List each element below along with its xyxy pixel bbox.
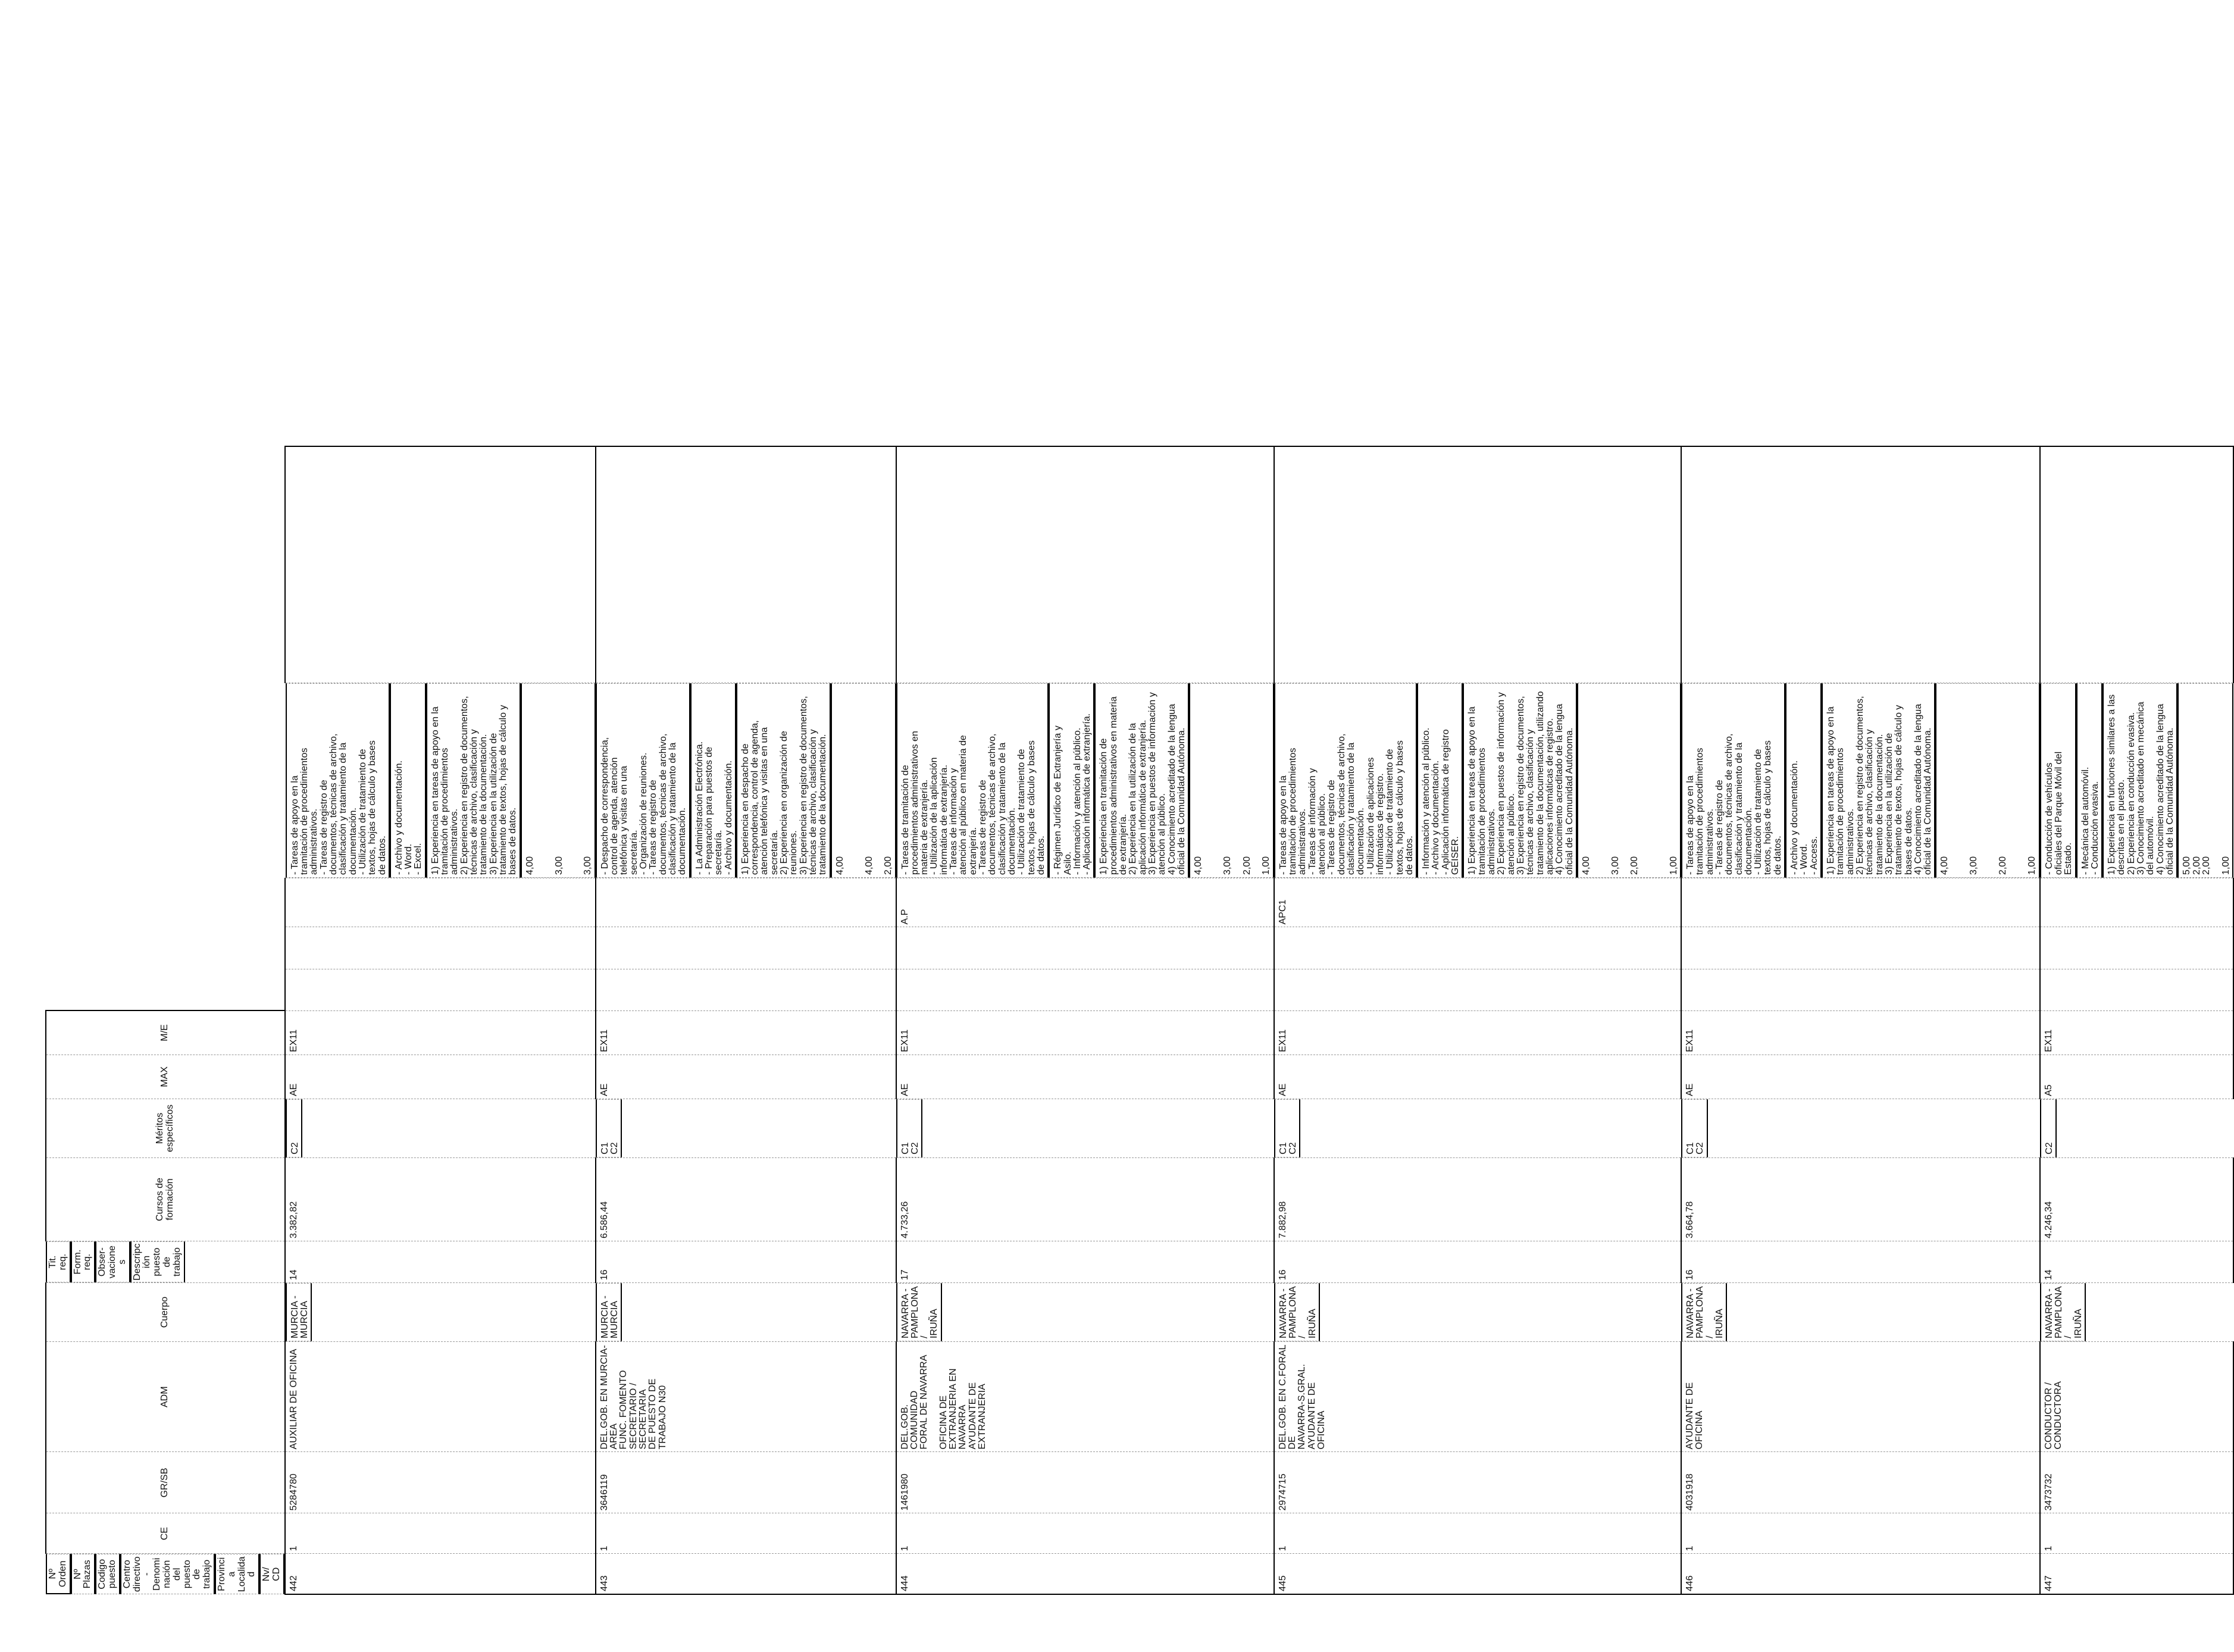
cell-meritos: 1) Experiencia en tareas de apoyo en la tramitación de procedimientos administrativos. 2) Experiencia en registro de documentos, técnicas de archivo, clasificación y tratamiento de la documentación. 3) Experiencia en la utilización de tratamiento de textos, hojas de cálculo y bases de datos. 4) Conocimiento acreditado de la lengua oficial de la Comunidad Autónoma. bbox=[1822, 683, 1935, 878]
puesto-denominacion: AYUDANTE DE OFICINA bbox=[1684, 1382, 1705, 1450]
cell-ce: 4.733,26 bbox=[896, 1157, 1274, 1241]
cell-me bbox=[285, 446, 596, 683]
cell-meritos: 1) Experiencia en tareas de apoyo en la tramitación de procedimientos administrativos. 2) Experiencia en puestos de información y atención al público. 3) Experiencia en registro de documentos, técnicas de archivo, clasificación y tratamiento de la documentación, utilizando aplicaciones informáticas de registro. 4) Conocimiento acreditado de la lengua oficial de la Comunidad Autónoma. bbox=[1463, 683, 1576, 878]
cell-cuerpo: EX11 bbox=[596, 1010, 896, 1055]
cell-orden: 444 bbox=[896, 1554, 1274, 1594]
cell-plazas: 1 bbox=[2040, 1513, 2233, 1554]
cell-tit bbox=[285, 969, 596, 1010]
cell-max: 4,00 4,00 2,00 bbox=[831, 683, 896, 878]
cell-ce: 3.664,78 bbox=[1681, 1157, 2040, 1241]
cell-adm: AE bbox=[1274, 1055, 1681, 1099]
cell-cursos: - Información y atención al público. - Archivo y documentación. - Aplicación informática de registro GEISER. bbox=[1417, 683, 1463, 878]
centro-directivo: DEL.GOB. EN C.FORAL DE NAVARRA-S.GRAL. bbox=[1277, 1345, 1307, 1450]
centro-directivo: DEL.GOB. COMUNIDAD FORAL DE NAVARRA OFICINA DE EXTRANJERIA EN NAVARRA bbox=[899, 1354, 968, 1450]
cell-cursos: - Mecánica del automóvil. - Conducción evasiva. bbox=[2076, 683, 2103, 878]
header-centro: Centro directivo- Denominación del puesto de trabajo bbox=[120, 1554, 215, 1595]
puesto-denominacion: CONDUCTOR / CONDUCTORA bbox=[2043, 1381, 2063, 1450]
cell-cuerpo: EX11 bbox=[2040, 1010, 2233, 1055]
cell-descripcion: - Tareas de apoyo en la tramitación de procedimientos administrativos. - Tareas de registro de documentos, técnicas de archivo, clasificación y tratamiento de la documentación. - Utilización de tratamiento de textos, hojas de cálculo y bases de datos. bbox=[286, 683, 390, 878]
cell-plazas: 1 bbox=[1681, 1513, 2040, 1554]
header-adm: ADM bbox=[46, 1342, 285, 1452]
header-cursos: Cursos de formación bbox=[46, 1157, 285, 1241]
cell-cursos: - La Administración Electrónica. - Preparación para puestos de secretaría. - Archivo y documentación. bbox=[690, 683, 736, 878]
cell-obs: A.P bbox=[896, 878, 1274, 927]
cell-tit bbox=[896, 969, 1274, 1010]
cell-descripcion: - Conducción de vehículos oficiales del Parque Móvil del Estado. bbox=[2040, 683, 2076, 878]
header-form: Form. req. bbox=[71, 1241, 96, 1282]
cell-max: 5,00 2,00 2,00 1,00 bbox=[2177, 683, 2233, 878]
cell-provincia: NAVARRA - PAMPLONA/ IRUÑA bbox=[1681, 1283, 1727, 1341]
cell-codigo: 1461980 bbox=[896, 1452, 1274, 1513]
header-codigo: Codigo puesto bbox=[95, 1554, 120, 1595]
cell-form bbox=[1681, 927, 2040, 969]
cell-grsb: C1 C2 bbox=[896, 1099, 923, 1157]
cell-provincia: NAVARRA - PAMPLONA/ IRUÑA bbox=[1274, 1283, 1320, 1341]
puesto-denominacion: SECRETARIO / SECRETARIA DE PUESTO DE TRABAJO N30 bbox=[628, 1378, 668, 1450]
header-grsb: GR/SB bbox=[46, 1452, 285, 1513]
cell-ce: 6.586,44 bbox=[596, 1157, 896, 1241]
cell-descripcion: - Tareas de apoyo en la tramitación de procedimientos administrativos. - Tareas de información y atención al público. - Tareas de registro de documentos, técnicas de archivo, clasificación y tratamiento de la documentación. - Utilización de aplicaciones informáticas de registro. - Utilización de tratamiento de textos, hojas de cálculo y bases de datos. bbox=[1274, 683, 1417, 878]
cell-me bbox=[2040, 446, 2233, 683]
cell-cuerpo: EX11 bbox=[1274, 1010, 1681, 1055]
cell-grsb: C2 bbox=[2040, 1099, 2057, 1157]
cell-ce: 3.382,82 bbox=[285, 1157, 596, 1241]
cell-obs bbox=[1681, 878, 2040, 927]
cell-descripcion: - Tareas de tramitación de procedimientos administrativos en materia de extranjería. - Utilización de la aplicación informática de extranjería. - Tareas de información y atención al público en materia de extranjería. - Tareas de registro de documentos, técnicas de archivo, clasificación y tratamiento de la documentación. - Utilización de tratamiento de textos, hojas de cálculo y bases de datos. bbox=[896, 683, 1049, 878]
header-ce: CE bbox=[46, 1513, 285, 1554]
cell-nvcd: 16 bbox=[1681, 1241, 2040, 1283]
header-tit: Tit. req. bbox=[46, 1241, 71, 1282]
cell-provincia: NAVARRA - PAMPLONA/ IRUÑA bbox=[2040, 1283, 2086, 1341]
cell-obs: APC1 bbox=[1274, 878, 1681, 927]
cell-me bbox=[1681, 446, 2040, 683]
cell-plazas: 1 bbox=[596, 1513, 896, 1554]
cell-centro bbox=[1681, 1342, 2040, 1452]
cell-tit bbox=[596, 969, 896, 1010]
cell-form bbox=[596, 927, 896, 969]
cell-centro bbox=[896, 1342, 1274, 1452]
cell-form bbox=[285, 927, 596, 969]
cell-adm: AE bbox=[896, 1055, 1274, 1099]
cell-meritos: 1) Experiencia en tareas de apoyo en la tramitación de procedimientos administrativos. 2) Experiencia en registro de documentos, técnicas de archivo, clasificación y tratamiento de la documentación. 3) Experiencia en la utilización de tratamiento de textos, hojas de cálculo y bases de datos. bbox=[426, 683, 521, 878]
cell-codigo: 3646119 bbox=[596, 1452, 896, 1513]
cell-form bbox=[1274, 927, 1681, 969]
header-cuerpo: Cuerpo bbox=[46, 1283, 285, 1342]
cell-cursos: - Régimen Jurídico de Extranjería y Asilo. - Información y atención al público. - Aplicación informática de extranjería. bbox=[1049, 683, 1094, 878]
cell-me bbox=[1274, 446, 1681, 683]
cell-provincia: MURCIA - MURCIA bbox=[286, 1283, 312, 1341]
cell-orden: 446 bbox=[1681, 1554, 2040, 1594]
cell-me bbox=[596, 446, 896, 683]
cell-meritos: 1) Experiencia en despacho de correspondencia, control de agenda, atención telefónica y visitas en una secretaría. 2) Experiencia en organización de reuniones. 3) Experiencia en registro de documentos, técnicas de archivo, clasificación y tratamiento de la documentación. bbox=[736, 683, 831, 878]
table-row bbox=[1274, 12, 1681, 1595]
cell-nvcd: 14 bbox=[285, 1241, 596, 1283]
cell-descripcion: - Despacho de correspondencia, control de agenda, atención telefónica y visitas en una secretaría. - Organización de reuniones. - Tareas de registro de documentos, técnicas de archivo, clasificación y tratamiento de la documentación. bbox=[596, 683, 690, 878]
cell-plazas: 1 bbox=[1274, 1513, 1681, 1554]
cell-centro bbox=[2040, 1342, 2233, 1452]
puesto-denominacion: AUXILIAR DE OFICINA bbox=[288, 1348, 299, 1450]
cell-nvcd: 14 bbox=[2040, 1241, 2233, 1283]
centro-directivo: DEL.GOB. EN MURCIA-AREA FUNC. FOMENTO bbox=[599, 1345, 629, 1450]
cell-ce: 7.882,98 bbox=[1274, 1157, 1681, 1241]
cell-adm: A5 bbox=[2040, 1055, 2233, 1099]
cell-me bbox=[896, 446, 1274, 683]
cell-plazas: 1 bbox=[896, 1513, 1274, 1554]
cell-meritos: 1) Experiencia en tramitación de procedimientos administrativos en materia de extranjería. 2) Experiencia en la utilización de la aplicación informática de extranjería. 3) Experiencia en puestos de información y atención al público. 4) Conocimiento acreditado de la lengua oficial de la Comunidad Autónoma. bbox=[1094, 683, 1189, 878]
puesto-denominacion: AYUDANTE DE EXTRANJERIA bbox=[967, 1382, 988, 1450]
cell-codigo: 4031918 bbox=[1681, 1452, 2040, 1513]
table-row bbox=[1681, 12, 2040, 1595]
cell-provincia: MURCIA - MURCIA bbox=[596, 1283, 622, 1341]
cell-grsb: C1 C2 bbox=[1681, 1099, 1708, 1157]
header-obs: Obser- vaciones bbox=[95, 1241, 130, 1282]
cell-cuerpo: EX11 bbox=[896, 1010, 1274, 1055]
cell-orden: 442 bbox=[285, 1554, 596, 1594]
cell-cuerpo: EX11 bbox=[1681, 1010, 2040, 1055]
header-descripcion: Descripción puesto de trabajo bbox=[130, 1241, 185, 1282]
cell-cuerpo: EX11 bbox=[285, 1010, 596, 1055]
cell-form bbox=[2040, 927, 2233, 969]
cell-obs bbox=[596, 878, 896, 927]
cell-max: 4,00 3,00 2,00 1,00 bbox=[1189, 683, 1274, 878]
cell-cursos: - Archivo y documentación. - Word. - Access. bbox=[1785, 683, 1822, 878]
cell-tit bbox=[1681, 969, 2040, 1010]
table-row bbox=[596, 12, 896, 1595]
cell-centro bbox=[285, 1342, 596, 1452]
cell-obs bbox=[2040, 878, 2233, 927]
cell-grsb: C1 C2 bbox=[596, 1099, 622, 1157]
cell-provincia: NAVARRA - PAMPLONA/ IRUÑA bbox=[896, 1283, 942, 1341]
header-provincia: Provincia Localidad bbox=[215, 1554, 259, 1595]
cell-grsb: C1 C2 bbox=[1274, 1099, 1301, 1157]
puesto-denominacion: AYUDANTE DE OFICINA bbox=[1306, 1382, 1327, 1450]
header-row bbox=[46, 12, 285, 1595]
cell-orden: 445 bbox=[1274, 1554, 1681, 1594]
cell-nvcd: 16 bbox=[596, 1241, 896, 1283]
table-row bbox=[2040, 12, 2233, 1595]
header-nvcd: Nv/ CD bbox=[259, 1554, 284, 1595]
cell-centro bbox=[1274, 1342, 1681, 1452]
cell-meritos: 1) Experiencia en funciones similares a las descritas en el puesto. 2) Experiencia en conducción evasiva. 3) Conocimiento acreditado en mecánica del automóvil. 4) Conocimiento acreditado de la lengua oficial de la Comunidad Autónoma. bbox=[2102, 683, 2177, 878]
cell-grsb: C2 bbox=[286, 1099, 302, 1157]
cell-cursos: - Archivo y documentación. - Word. - Excel. bbox=[390, 683, 426, 878]
table-row bbox=[896, 12, 1274, 1595]
header-orden: Nº Orden bbox=[46, 1554, 71, 1595]
cell-nvcd: 16 bbox=[1274, 1241, 1681, 1283]
cell-orden: 443 bbox=[596, 1554, 896, 1594]
cell-tit bbox=[2040, 969, 2233, 1010]
cell-form bbox=[896, 927, 1274, 969]
cell-centro bbox=[596, 1342, 896, 1452]
cell-codigo: 5284780 bbox=[285, 1452, 596, 1513]
cell-adm: AE bbox=[1681, 1055, 2040, 1099]
cell-descripcion: - Tareas de apoyo en la tramitación de procedimientos administrativos. - Tareas de registro de documentos, técnicas de archivo, clasificación y tratamiento de la documentación. - Utilización de tratamiento de textos, hojas de cálculo y bases de datos. bbox=[1681, 683, 1785, 878]
cell-adm: AE bbox=[596, 1055, 896, 1099]
cell-codigo: 2974715 bbox=[1274, 1452, 1681, 1513]
header-me: M/E bbox=[46, 1010, 285, 1055]
cell-plazas: 1 bbox=[285, 1513, 596, 1554]
cell-orden: 447 bbox=[2040, 1554, 2233, 1594]
header-plazas: Nº Plazas bbox=[71, 1554, 96, 1595]
cell-adm: AE bbox=[285, 1055, 596, 1099]
table-row bbox=[285, 12, 596, 1595]
cell-obs bbox=[285, 878, 596, 927]
cell-max: 4,00 3,00 3,00 bbox=[521, 683, 596, 878]
header-meritos: Méritos específicos bbox=[46, 1099, 285, 1158]
cell-ce: 4.246,34 bbox=[2040, 1157, 2233, 1241]
cell-tit bbox=[1274, 969, 1681, 1010]
cell-codigo: 3473732 bbox=[2040, 1452, 2233, 1513]
cell-max: 4,00 3,00 2,00 1,00 bbox=[1935, 683, 2039, 878]
vacancies-table bbox=[45, 12, 2234, 1595]
cell-max: 4,00 3,00 2,00 1,00 bbox=[1577, 683, 1681, 878]
header-max: MAX bbox=[46, 1055, 285, 1099]
cell-nvcd: 17 bbox=[896, 1241, 1274, 1283]
